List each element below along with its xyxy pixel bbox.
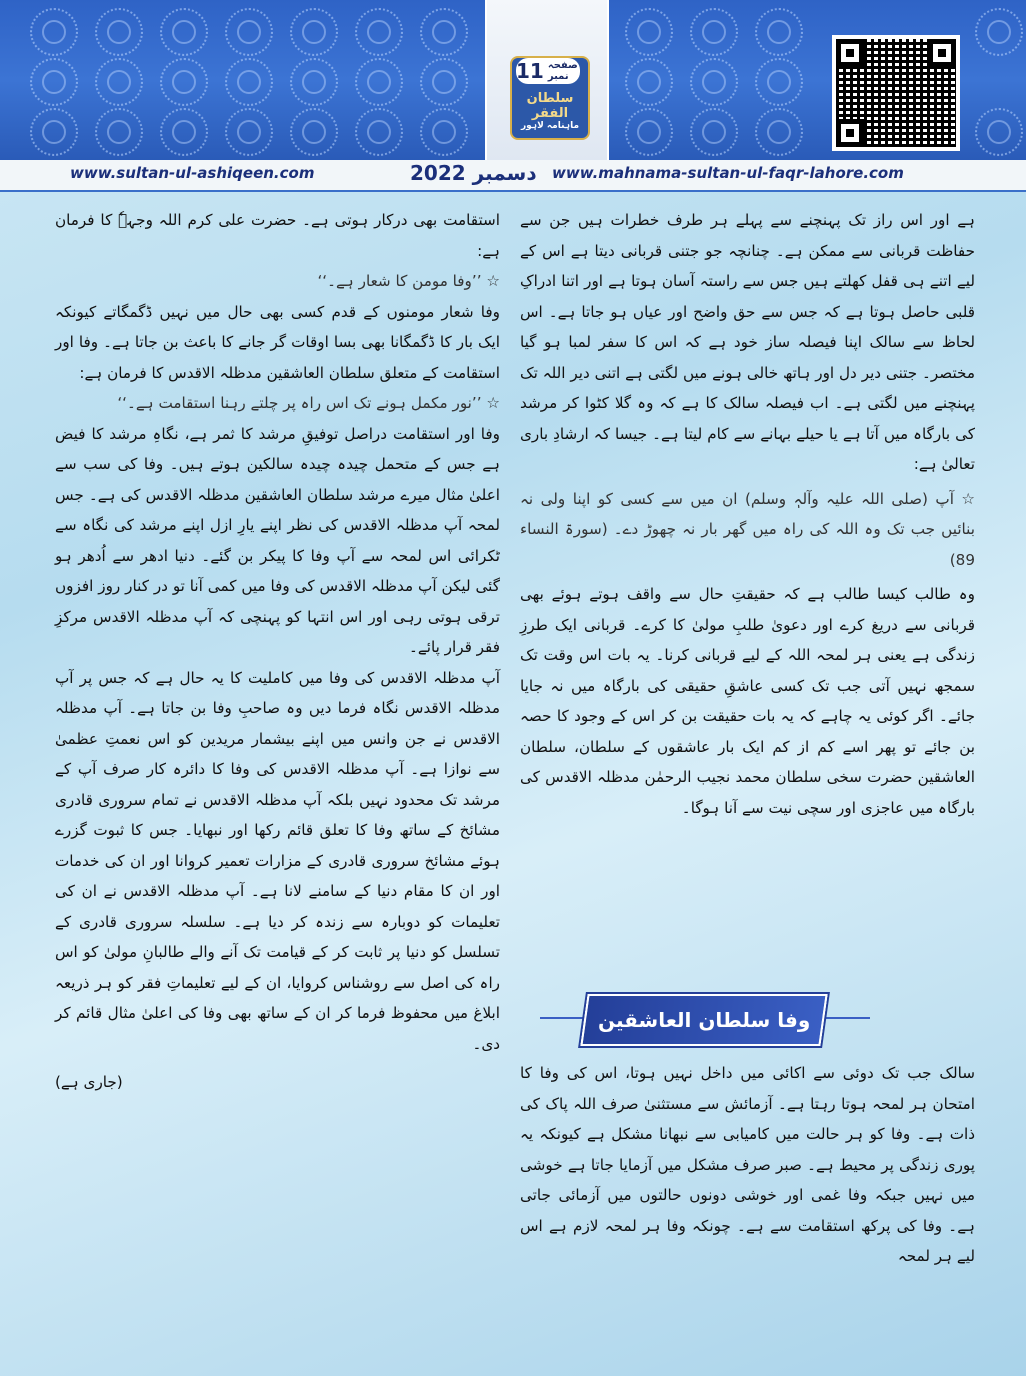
ornament-icon xyxy=(160,8,208,56)
paragraph: استقامت بھی درکار ہوتی ہے۔ حضرت علی کرم اللہ وجہہٗ کا فرمان ہے: xyxy=(55,211,500,260)
website-link-left[interactable]: www.sultan-ul-ashiqeen.com xyxy=(70,164,315,182)
paragraph: آپ مدظلہ الاقدس کی وفا میں کاملیت کا یہ حال ہے کہ جس پر آپ مدظلہ الاقدس نگاہ فرما دیں وہ صاحبِ وفا بن جاتا ہے۔ آپ مدظلہ الاقدس نے جن وانس میں اپنے بیشمار مریدین کو اس نعمتِ عظمیٰ سے نوازا ہے۔ آپ مدظلہ الاقدس کی وفا کا دائرہ کار صرف آپ کے مرشد تک محدود نہیں بلکہ آپ مدظلہ الاقدس نے تمام سروری قادری مشائخ کے ساتھ وفا کا تعلق قائم رکھا اور نبھایا۔ جس کا ثبوت گزرے ہوئے مشائخ سروری قادری کے مزارات تعمیر کروانا اور ان کی خدمات اور ان کا مقام دنیا کے سامنے لانا ہے۔ آپ مدظلہ الاقدس نے ان کی تعلیمات کو دوبارہ سے زندہ کر دیا ہے۔ سلسلہ سروری قادری کے تسلسل کو دنیا پر ثابت کر کے قیامت تک آنے والے طالبانِ مولیٰ کو اس راہ کی اصل سے روشناس کروایا، ان کے لیے تعلیماتِ فقر کو ہر ذریعہ ابلاغ میں محفوظ فرما کر ان کے ساتھ بھی وفا کی اعلیٰ مثال قائم کر دی۔ xyxy=(55,668,500,1053)
ornament-icon xyxy=(420,8,468,56)
ornament-icon xyxy=(975,108,1023,156)
qr-code[interactable] xyxy=(832,35,960,151)
left-column xyxy=(55,205,500,1098)
ornament-icon xyxy=(625,8,673,56)
paragraph: ہے اور اس راز تک پہنچنے سے پہلے ہر طرف خطرات ہیں جن سے حفاظت قربانی سے ممکن ہے۔ چنانچہ جو جتنی قربانی دیتا ہے اس کے لیے اتنے ہی قفل کھلتے ہیں جس سے راستہ آسان ہوتا ہے اور اتنا ادراکِ قلبی حاصل ہوتا ہے کہ جس سے حق واضح اور عیاں ہو جاتا ہے۔ اس لحاظ سے سالک اپنا فیصلہ ساز خود ہے کہ اس کا سفر لمبا ہو گیا مختصر۔ جتنی دیر دل اور ہاتھ خالی ہونے میں لگتی ہے اتنی دیر اللہ تک پہنچنے میں لگتی ہے۔ اب فیصلہ سالک کا ہے کہ وہ گلا کٹوا کر مرشد کی بارگاہ میں آتا ہے یا حیلے بہانے سے کام لیتا ہے۔ جیسا کہ ارشادِ باری تعالیٰ ہے: xyxy=(520,211,975,473)
logo-title: سلطان الفقر xyxy=(526,91,574,121)
ornament-icon xyxy=(420,108,468,156)
ornament-icon xyxy=(420,58,468,106)
ornament-icon xyxy=(95,58,143,106)
ornament-icon xyxy=(95,8,143,56)
quote: ☆ ’’وفا مومن کا شعار ہے۔‘‘ xyxy=(317,272,500,290)
qr-code-icon xyxy=(836,39,956,147)
ornament-icon xyxy=(355,58,403,106)
ornament-icon xyxy=(755,8,803,56)
right-column xyxy=(520,205,975,823)
continued-note: (جاری ہے) xyxy=(55,1073,123,1091)
ornament-icon xyxy=(95,108,143,156)
quote: ☆ ’’نور مکمل ہونے تک اس راہ پر چلتے رہنا استقامت ہے۔‘‘ xyxy=(117,394,500,412)
ornament-icon xyxy=(160,58,208,106)
logo-subtext: ماہنامہ لاہور xyxy=(520,121,580,131)
website-link-right[interactable]: www.mahnama-sultan-ul-faqr-lahore.com xyxy=(552,164,904,182)
page-number: 11 xyxy=(516,59,544,83)
issue-date: دسمبر 2022 xyxy=(410,161,537,185)
quran-quote: ☆ آپ (صلی اللہ علیہ وآلہٖ وسلم) ان میں سے کسی کو اپنا ولی نہ بنائیں جب تک وہ اللہ کی راہ میں گھر بار نہ چھوڑ دے۔ (سورۃ النساء 89) xyxy=(520,489,975,569)
page-number-label: صفحہ نمبر xyxy=(547,60,578,82)
paragraph: وفا اور استقامت دراصل توفیقِ مرشد کا ثمر ہے، نگاہِ مرشد کا فیض ہے جس کے متحمل چیدہ چیدہ سالکین ہوتے ہیں۔ وفا کی سب سے اعلیٰ مثال میرے مرشد سلطان العاشقین مدظلہ الاقدس کی ہے۔ جس لمحہ آپ مدظلہ الاقدس کی نظر اپنے یارِ ازل اپنے مرشد کی نگاہ سے ٹکرائی اس لمحہ سے آپ وفا کا پیکر بن گئے۔ دنیا ادھر سے اُدھر ہو گئی لیکن آپ مدظلہ الاقدس کی وفا میں کمی آنا تو در کنار روز افزوں ترقی ہوتی رہی اور اس انتہا کو پہنچی کہ آپ مدظلہ الاقدس مرکزِ فقر قرار پائے۔ xyxy=(55,424,500,656)
page-number-badge xyxy=(516,58,580,84)
ornament-icon xyxy=(355,8,403,56)
ornament-icon xyxy=(355,108,403,156)
ornament-icon xyxy=(690,8,738,56)
ornament-icon xyxy=(30,8,78,56)
ornament-icon xyxy=(225,8,273,56)
ornament-icon xyxy=(625,58,673,106)
ornament-icon xyxy=(290,58,338,106)
ornament-icon xyxy=(690,108,738,156)
ornament-icon xyxy=(290,8,338,56)
ornament-icon xyxy=(30,108,78,156)
right-column-continued xyxy=(520,1058,975,1272)
section-title xyxy=(580,994,827,1046)
ornament-icon xyxy=(755,108,803,156)
ornament-icon xyxy=(160,108,208,156)
ornament-icon xyxy=(30,58,78,106)
ornament-icon xyxy=(975,8,1023,56)
paragraph: وفا شعار مومنوں کے قدم کسی بھی حال میں نہیں ڈگمگاتے کیونکہ ایک بار کا ڈگمگانا بھی بسا اوقات گر جانے کا باعث بن جاتا ہے۔ وفا اور استقامت کے متعلق سلطان العاشقین مدظلہ الاقدس کا فرمان ہے: xyxy=(55,302,500,382)
ornament-icon xyxy=(755,58,803,106)
section-title-text: وفا سلطان العاشقین xyxy=(597,1008,811,1032)
paragraph: سالک جب تک دوئی سے اکائی میں داخل نہیں ہوتا، اس کی وفا کا امتحان ہر لمحہ ہوتا رہتا ہے۔ آزمائش سے مستثنیٰ صرف اللہ پاک کی ذات ہے۔ وفا کو ہر حالت میں کامیابی سے نبھانا مشکل ہے کیونکہ یہ پوری زندگی پر محیط ہے۔ صبر صرف مشکل میں آزمایا جاتا ہے خوشی میں نہیں جبکہ وفا غمی اور خوشی دونوں حالتوں میں آزمائی جاتی ہے۔ وفا کی پرکھ استقامت سے ہے۔ چونکہ وفا ہر لمحہ لازم ہے اس لیے ہر لمحہ xyxy=(520,1064,975,1265)
ornament-icon xyxy=(625,108,673,156)
paragraph: وہ طالب کیسا طالب ہے کہ حقیقتِ حال سے واقف ہوتے ہوئے بھی قربانی سے دریغ کرے اور دعویٰ طلبِ مولیٰ کا کرے۔ قربانی ایک طرزِ زندگی ہے یعنی ہر لمحہ اللہ کے لیے قربانی کرنا۔ یہ بات اس وقت تک سمجھ نہیں آتی جب تک کسی عاشقِ حقیقی کی بارگاہ میں نہ جایا جائے۔ اگر کوئی یہ چاہے کہ یہ بات حقیقت بن کر اس کے وجود کا حصہ بن جائے تو پھر اسے کم از کم ایک بار عاشقوں کے سلطان، سلطان العاشقین حضرت سخی سلطان محمد نجیب الرحمٰن مدظلہ الاقدس کی بارگاہ میں عاجزی اور سچی نیت سے آنا ہوگا۔ xyxy=(520,585,975,817)
ornament-icon xyxy=(225,58,273,106)
ornament-icon xyxy=(690,58,738,106)
ornament-icon xyxy=(290,108,338,156)
ornament-icon xyxy=(225,108,273,156)
